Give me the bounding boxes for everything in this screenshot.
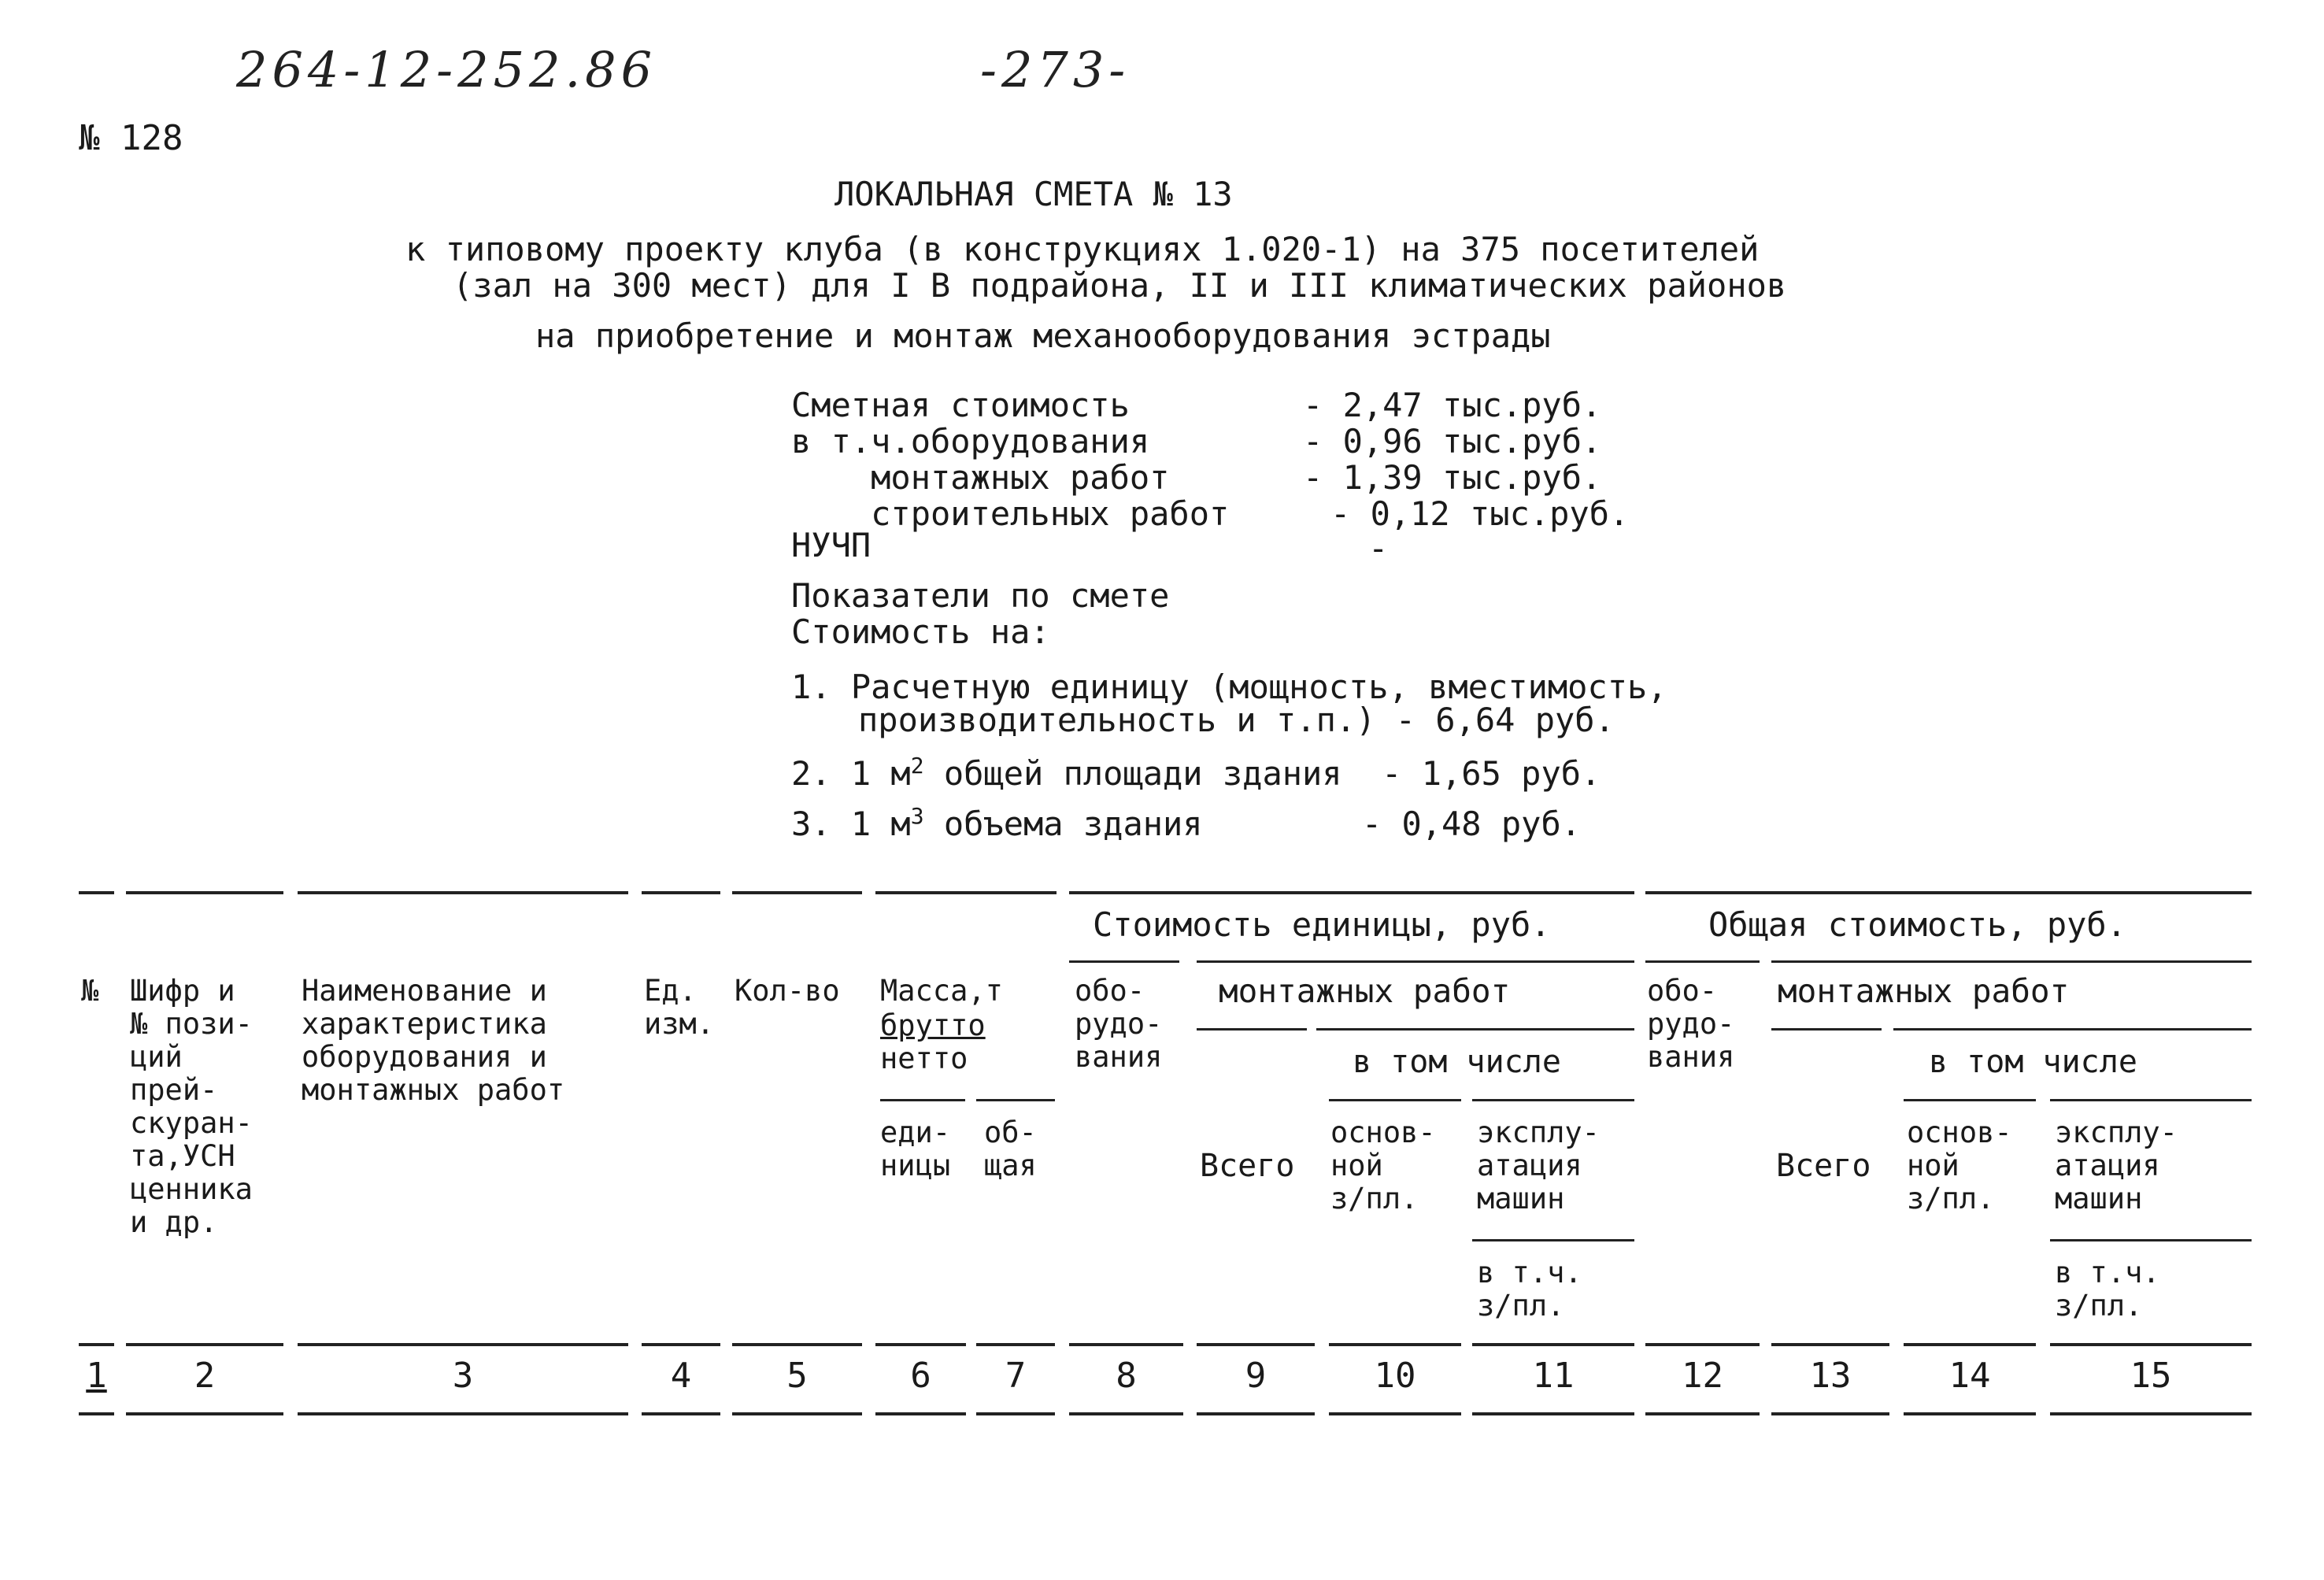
col-header-total-machines: эксплу- атация машин [2055, 1116, 2178, 1216]
col-header-unit-total: Всего [1200, 1148, 1295, 1184]
col-number-7: 7 [1005, 1356, 1027, 1396]
col-header-total-basic-wage: основ- ной з/пл. [1907, 1116, 2012, 1216]
col-number-4: 4 [670, 1356, 692, 1396]
col-header-total-equipment: обо- рудо- вания [1647, 974, 1735, 1074]
col-header-total-including: в том числе [1929, 1044, 2137, 1080]
cost-value-construction: - 0,12 тыс.руб. [1330, 494, 1630, 533]
group-header-total-cost: Общая стоимость, руб. [1708, 905, 2127, 944]
col-number-8: 8 [1116, 1356, 1137, 1396]
col-header-mass-gross: брутто [880, 1008, 986, 1042]
indicator-item-2: 2. 1 $м^2$ общей площади здания - 1,65 руб. [791, 753, 1601, 793]
col-header-total-total: Всего [1776, 1148, 1871, 1184]
col-header-unit: Ед. изм. [644, 974, 715, 1041]
cost-value-nuchp: - [1368, 529, 1389, 568]
indicator-item-1-line-2: производительность и т.п.) - 6,64 руб. [858, 701, 1615, 739]
col-number-1: 1 [86, 1356, 107, 1396]
indicators-subtitle: Стоимость на: [791, 612, 1050, 651]
cost-label-total: Сметная стоимость [791, 386, 1130, 424]
col-header-total-installation: монтажных работ [1778, 972, 2070, 1010]
col-number-12: 12 [1682, 1356, 1723, 1396]
col-header-quantity: Кол-во [735, 974, 840, 1008]
col-number-3: 3 [452, 1356, 474, 1396]
cost-label-nuchp: НУЧП [791, 526, 872, 564]
col-number-2: 2 [194, 1356, 216, 1396]
col-number-15: 15 [2130, 1356, 2172, 1396]
cost-label-construction: строительных работ [791, 494, 1230, 533]
indicator-item-1-line-1: 1. Расчетную единицу (мощность, вместимость, [791, 668, 1667, 706]
col-header-unit-basic-wage: основ- ной з/пл. [1330, 1116, 1436, 1216]
cost-value-total: - 2,47 тыс.руб. [1303, 386, 1602, 424]
col-number-9: 9 [1245, 1356, 1267, 1396]
indicators-title: Показатели по смете [791, 576, 1170, 615]
col-header-mass: Масса,т [880, 974, 1003, 1008]
subtitle-line-2: (зал на 300 мест) для I В подрайона, II и III климатических районов [453, 266, 1787, 305]
col-header-unit-equipment: обо- рудо- вания [1075, 974, 1163, 1074]
indicator-item-3: 3. 1 $м^3$ объема здания - 0,48 руб. [791, 803, 1582, 843]
handwritten-page-number: -273- [980, 41, 1131, 98]
col-number-10: 10 [1374, 1356, 1416, 1396]
cost-label-equipment: в т.ч.оборудования [791, 422, 1150, 461]
col-number-11: 11 [1532, 1356, 1575, 1396]
cost-value-equipment: - 0,96 тыс.руб. [1303, 422, 1602, 461]
col-header-unit-installation: монтажных работ [1219, 972, 1511, 1010]
col-header-mass-net: нетто [880, 1042, 968, 1075]
cost-value-installation: - 1,39 тыс.руб. [1303, 458, 1602, 497]
col-header-mass-unit: еди- ницы [880, 1116, 951, 1182]
subtitle-line-3: на приобретение и монтаж механооборудования эстрады [535, 316, 1551, 355]
subtitle-line-1: к типовому проекту клуба (в конструкциях 1.020-1) на 375 посетителей [405, 230, 1760, 268]
page-title: ЛОКАЛЬНАЯ СМЕТА № 13 [834, 175, 1233, 213]
col-header-name: Наименование и характеристика оборудования и монтажных работ [302, 974, 565, 1107]
col-header-total-incl-wage: в т.ч. з/пл. [2055, 1256, 2160, 1323]
col-number-14: 14 [1948, 1356, 1991, 1396]
col-number-6: 6 [910, 1356, 931, 1396]
group-header-unit-cost: Стоимость единицы, руб. [1093, 905, 1551, 944]
col-header-code: Шифр и № пози- ций прей- скуран- та,УСН ценника и др. [130, 974, 253, 1239]
handwritten-code: 264-12-252.86 [236, 41, 657, 98]
col-number-13: 13 [1809, 1356, 1852, 1396]
col-header-number: № [81, 974, 99, 1008]
col-header-mass-total: об- щая [984, 1116, 1037, 1182]
cost-label-installation: монтажных работ [791, 458, 1170, 497]
col-header-unit-including: в том числе [1353, 1044, 1561, 1080]
col-number-5: 5 [786, 1356, 808, 1396]
col-header-unit-machines: эксплу- атация машин [1477, 1116, 1600, 1216]
doc-number: № 128 [79, 118, 183, 158]
col-header-unit-incl-wage: в т.ч. з/пл. [1477, 1256, 1582, 1323]
